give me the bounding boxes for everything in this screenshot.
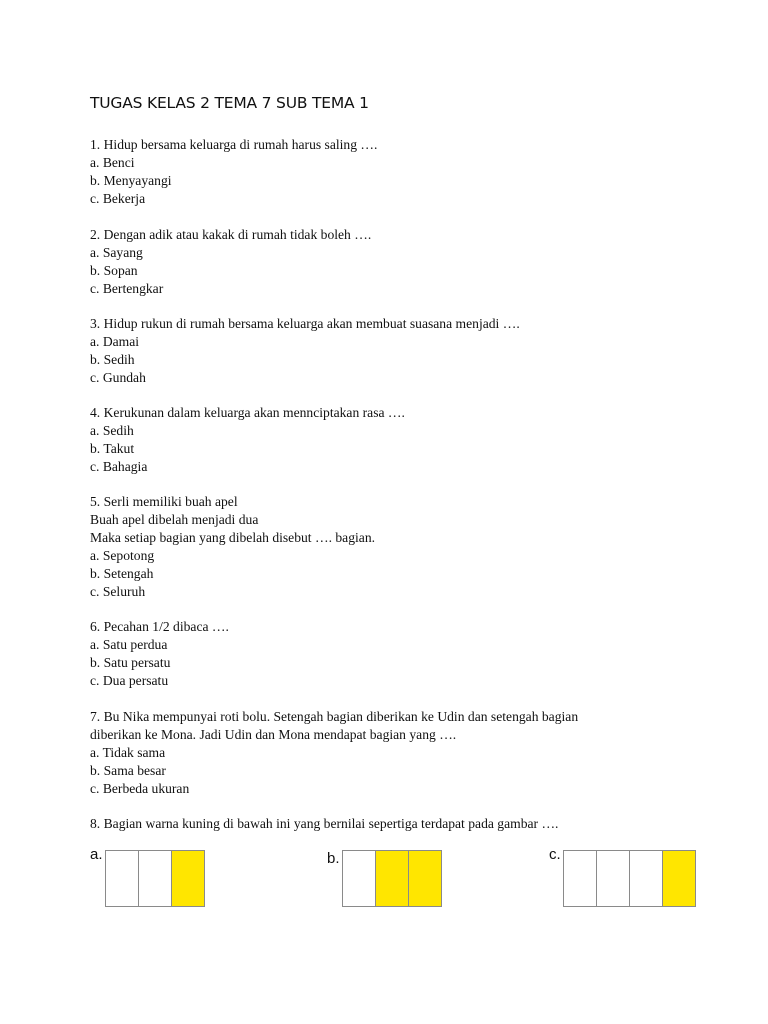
answer-option: b. Sama besar <box>90 763 166 778</box>
figure-cell-yellow <box>662 850 696 907</box>
question-text: 1. Hidup bersama keluarga di rumah harus saling …. <box>90 137 378 152</box>
figure-b-strip <box>342 850 442 907</box>
figure-cell-yellow <box>408 850 442 907</box>
question-8 <box>90 815 558 833</box>
answer-option: c. Gundah <box>90 370 146 385</box>
question-2 <box>90 226 371 298</box>
question-text: 7. Bu Nika mempunyai roti bolu. Setengah bagian diberikan ke Udin dan setengah bagian <box>90 709 579 724</box>
answer-option: a. Sepotong <box>90 548 155 563</box>
figure-a-strip <box>105 850 205 907</box>
answer-option: c. Dua persatu <box>90 673 169 688</box>
question-text: Maka setiap bagian yang dibelah disebut …. bagian. <box>90 530 376 545</box>
answer-option: a. Tidak sama <box>90 745 166 760</box>
answer-option: a. Satu perdua <box>90 637 168 652</box>
question-1 <box>90 136 377 208</box>
figure-c-strip <box>563 850 696 907</box>
answer-option: b. Menyayangi <box>90 173 172 188</box>
answer-option: a. Benci <box>90 155 135 170</box>
answer-option: a. Sedih <box>90 423 134 438</box>
question-text: diberikan ke Mona. Jadi Udin dan Mona mendapat bagian yang …. <box>90 727 457 742</box>
answer-option: a. Damai <box>90 334 140 349</box>
question-5 <box>90 493 375 601</box>
figure-cell-yellow <box>171 850 205 907</box>
answer-option: c. Berbeda ukuran <box>90 781 190 796</box>
question-text: 6. Pecahan 1/2 dibaca …. <box>90 619 229 634</box>
answer-option: a. Sayang <box>90 245 143 260</box>
answer-option: b. Takut <box>90 441 135 456</box>
answer-option: b. Sedih <box>90 352 135 367</box>
question-4 <box>90 404 405 476</box>
question-text: 3. Hidup rukun di rumah bersama keluarga akan membuat suasana menjadi …. <box>90 316 520 331</box>
question-text: 2. Dengan adik atau kakak di rumah tidak boleh …. <box>90 227 372 242</box>
question-text: 5. Serli memiliki buah apel <box>90 494 238 509</box>
answer-option: c. Seluruh <box>90 584 146 599</box>
figure-cell-white <box>105 850 138 907</box>
figure-cell-white <box>342 850 375 907</box>
answer-option: b. Satu persatu <box>90 655 171 670</box>
answer-option: c. Bahagia <box>90 459 148 474</box>
question-text: 4. Kerukunan dalam keluarga akan mennciptakan rasa …. <box>90 405 405 420</box>
figure-cell-white <box>596 850 629 907</box>
answer-option: c. Bertengkar <box>90 281 164 296</box>
answer-option: b. Sopan <box>90 263 138 278</box>
figure-b-label: b. <box>327 850 340 867</box>
figure-a-label: a. <box>90 846 103 863</box>
figure-cell-white <box>563 850 596 907</box>
figure-cell-yellow <box>375 850 408 907</box>
question-text: Buah apel dibelah menjadi dua <box>90 512 259 527</box>
question-3 <box>90 315 520 387</box>
answer-option: b. Setengah <box>90 566 154 581</box>
answer-option: c. Bekerja <box>90 191 146 206</box>
question-7 <box>90 708 578 798</box>
figure-cell-white <box>138 850 171 907</box>
worksheet-title: TUGAS KELAS 2 TEMA 7 SUB TEMA 1 <box>90 94 369 112</box>
question-6 <box>90 618 229 690</box>
question-text: 8. Bagian warna kuning di bawah ini yang bernilai sepertiga terdapat pada gambar …. <box>90 816 559 831</box>
figure-cell-white <box>629 850 662 907</box>
figure-c-label: c. <box>549 846 561 863</box>
